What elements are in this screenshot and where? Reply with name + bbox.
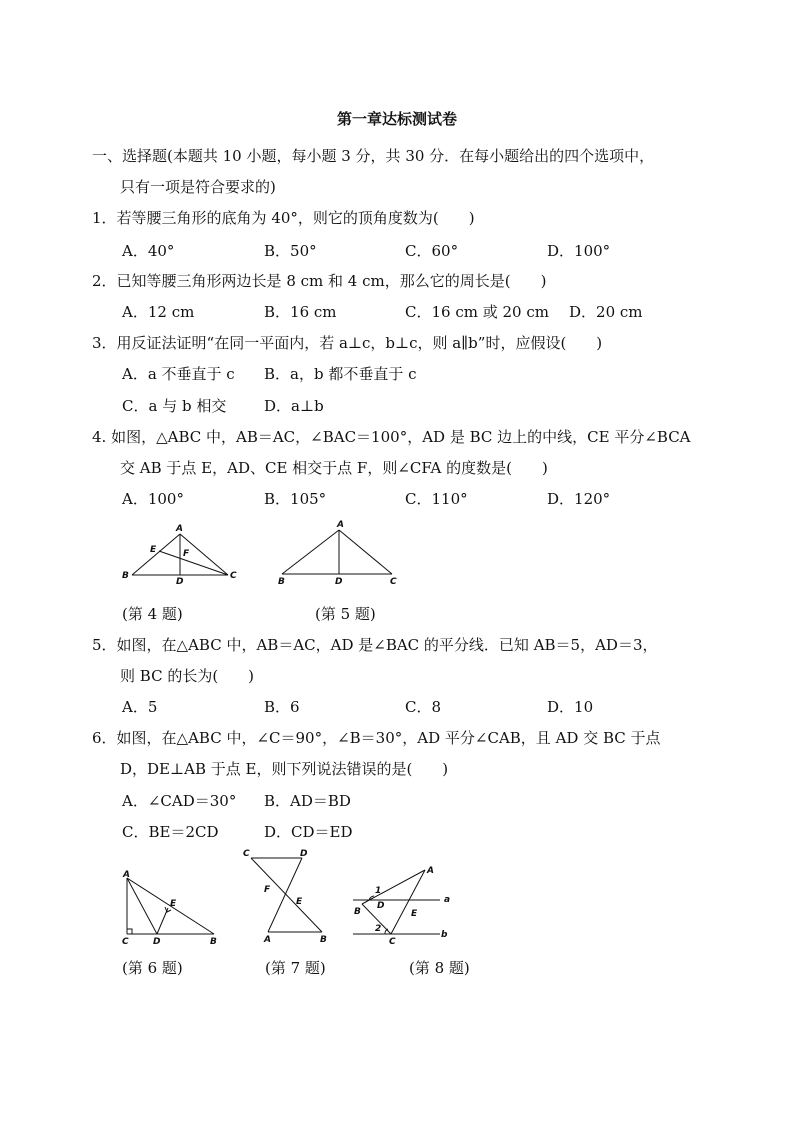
q5-option-b[interactable]: B．6 xyxy=(264,698,300,716)
fig4-label-d: D xyxy=(176,577,184,586)
fig7-label-b: B xyxy=(320,935,327,945)
question-1: 1．若等腰三角形的底角为 40°，则它的顶角度数为( ) xyxy=(92,209,475,227)
fig8-label-d: D xyxy=(377,901,385,911)
q6-option-d[interactable]: D．CD＝ED xyxy=(264,823,353,841)
fig4-label-a: A xyxy=(176,524,183,534)
fig6-label-d: D xyxy=(153,937,161,947)
question-2: 2．已知等腰三角形两边长是 8 cm 和 4 cm，那么它的周长是( ) xyxy=(92,272,547,290)
question-5-line1: 5．如图，在△ABC 中，AB＝AC，AD 是∠BAC 的平分线．已知 AB＝5，AD＝3， xyxy=(92,636,658,654)
question-4-line1: 4. 如图，△ABC 中，AB＝AC，∠BAC＝100°，AD 是 BC 边上的中线，CE 平分∠BCA xyxy=(92,428,691,446)
q5-option-a[interactable]: A．5 xyxy=(122,698,158,716)
figure-8 xyxy=(345,860,455,946)
fig5-label-b: B xyxy=(278,577,285,586)
q2-option-d[interactable]: D．20 cm xyxy=(569,303,643,321)
fig8-label-2: 2 xyxy=(375,924,382,934)
q2-option-b[interactable]: B．16 cm xyxy=(264,303,337,321)
q6-option-a[interactable]: A．∠CAD＝30° xyxy=(122,792,237,810)
caption-fig5: (第 5 题) xyxy=(315,605,376,623)
fig8-label-e: E xyxy=(411,909,418,919)
fig8-label-line-b: b xyxy=(441,930,448,940)
q4-option-d[interactable]: D．120° xyxy=(547,490,611,508)
question-6-line2: D，DE⊥AB 于点 E，则下列说法错误的是( ) xyxy=(120,760,449,778)
q6-option-b[interactable]: B．AD＝BD xyxy=(264,792,351,810)
section-heading-line1: 一、选择题(本题共 10 小题，每小题 3 分，共 30 分．在每小题给出的四个选项中， xyxy=(92,147,655,165)
q4-option-a[interactable]: A．100° xyxy=(122,490,184,508)
caption-fig7: (第 7 题) xyxy=(265,959,326,977)
figure-4 xyxy=(118,520,248,586)
figure-5 xyxy=(272,518,402,586)
fig6-label-e: E xyxy=(170,899,177,909)
q3-option-d[interactable]: D．a⊥b xyxy=(264,397,324,415)
caption-fig6: (第 6 题) xyxy=(122,959,183,977)
q1-option-a[interactable]: A．40° xyxy=(122,242,175,260)
fig7-label-f: F xyxy=(264,885,271,895)
fig4-label-c: C xyxy=(230,571,237,581)
fig7-label-e: E xyxy=(296,897,303,907)
question-4-line2: 交 AB 于点 E，AD、CE 相交于点 F，则∠CFA 的度数是( ) xyxy=(120,459,548,477)
q1-option-c[interactable]: C．60° xyxy=(405,242,459,260)
fig4-label-b: B xyxy=(122,571,129,581)
caption-fig4: (第 4 题) xyxy=(122,605,183,623)
q3-option-a[interactable]: A．a 不垂直于 c xyxy=(122,365,235,383)
fig4-label-e: E xyxy=(150,545,157,555)
q3-option-b[interactable]: B．a，b 都不垂直于 c xyxy=(264,365,417,383)
fig5-label-c: C xyxy=(390,577,397,586)
fig7-label-c: C xyxy=(243,849,250,859)
q2-option-a[interactable]: A．12 cm xyxy=(122,303,195,321)
question-5-line2: 则 BC 的长为( ) xyxy=(120,667,255,685)
q6-option-c[interactable]: C．BE＝2CD xyxy=(122,823,219,841)
q4-option-b[interactable]: B．105° xyxy=(264,490,327,508)
fig8-label-c: C xyxy=(389,937,396,946)
caption-fig8: (第 8 题) xyxy=(409,959,470,977)
q1-option-b[interactable]: B．50° xyxy=(264,242,317,260)
fig5-label-a: A xyxy=(337,520,344,530)
fig4-label-f: F xyxy=(183,549,190,559)
q4-option-c[interactable]: C．110° xyxy=(405,490,468,508)
fig8-label-1: 1 xyxy=(375,886,382,896)
page-title: 第一章达标测试卷 xyxy=(336,110,457,128)
fig6-label-b: B xyxy=(210,937,217,947)
question-6-line1: 6．如图，在△ABC 中，∠C＝90°，∠B＝30°，AD 平分∠CAB，且 AD 交 BC 于点 xyxy=(92,729,661,747)
q2-option-c[interactable]: C．16 cm 或 20 cm xyxy=(405,303,549,321)
fig6-label-a: A xyxy=(123,870,130,880)
q1-option-d[interactable]: D．100° xyxy=(547,242,611,260)
q5-option-d[interactable]: D．10 xyxy=(547,698,594,716)
fig8-label-a: A xyxy=(427,866,434,876)
figure-6 xyxy=(118,868,226,948)
question-3: 3．用反证法证明“在同一平面内，若 a⊥c，b⊥c，则 a∥b”时，应假设( ) xyxy=(92,334,603,352)
figure-7 xyxy=(238,846,338,946)
fig5-label-d: D xyxy=(335,577,343,586)
q3-option-c[interactable]: C．a 与 b 相交 xyxy=(122,397,227,415)
fig8-label-b: B xyxy=(354,907,361,917)
fig7-label-a: A xyxy=(264,935,271,945)
fig6-label-c: C xyxy=(122,937,129,947)
q5-option-c[interactable]: C．8 xyxy=(405,698,442,716)
section-heading-line2: 只有一项是符合要求的) xyxy=(120,178,276,196)
fig7-label-d: D xyxy=(300,849,308,859)
fig8-label-line-a: a xyxy=(444,895,451,905)
